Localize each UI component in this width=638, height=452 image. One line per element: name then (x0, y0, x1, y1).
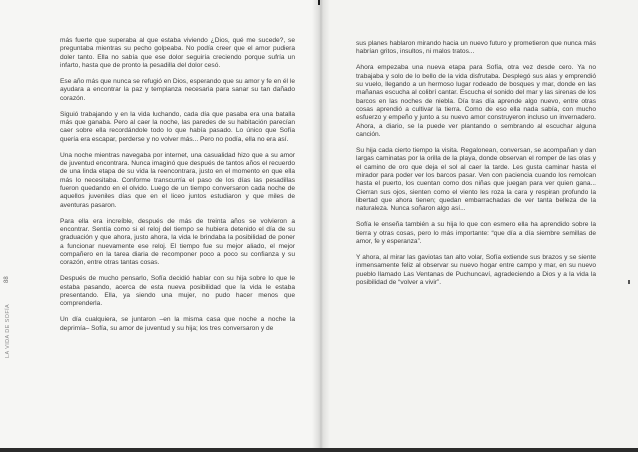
page-number: 88 (4, 276, 10, 283)
paragraph: Sofía le enseña también a su hija lo que con esmero ella ha aprendido sobre la tierra y otras cosas, pero lo más importante: “que día a día siembre semillas de amor, fe y esperanza”. (356, 221, 596, 245)
right-page (320, 0, 638, 452)
paragraph: Siguió trabajando y en la vida luchando, cada día que pasaba era una batalla más que ganaba. Pero al caer la noche, las paredes de su habitación parecían caer sobre ella recordándole todo lo que había pasado. Lo único que Sofía quería era escapar, perderse y no volver más... Pero no podía, ella no era así. (60, 110, 295, 143)
scan-bottom-edge (0, 448, 638, 452)
paragraph: Después de mucho pensarlo, Sofía decidió hablar con su hija sobre lo que le estaba pasando, acerca de esta nueva posibilidad que la vida le estaba presentando. Ella, ya siendo una mujer, no pudo hacer menos que comprenderla. (60, 275, 295, 308)
left-page (0, 0, 318, 452)
paragraph: sus planes hablaron mirando hacia un nuevo futuro y prometieron que nunca más habrían gritos, insultos, ni malos tratos... (356, 40, 596, 56)
running-title: LA VIDA DE SOFÍA (5, 303, 11, 358)
margin-mark (628, 280, 630, 284)
paragraph: Para ella era increíble, después de más de treinta años se volvieron a encontrar. Sentía como si el reloj del tiempo se hubiera detenido el día de su graduación y que ahora, justo ahora, la vida le brindaba la posibilidad de poner a funcionar nuevamente ese reloj. El tiempo fue su mejor aliado, el mejor compañero en la tarea diaria de recomponer poco a poco su confianza y su corazón, entre otras tantas cosas. (60, 217, 295, 267)
paragraph: Y ahora, al mirar las gaviotas tan alto volar, Sofía extiende sus brazos y se siente inmensamente feliz al observar su nuevo hogar entre campo y mar, en su nuevo pueblo llamado Las Ventanas de Puchuncaví, agradeciendo a Dios y a la vida la posibilidad de “volver a vivir”. (356, 253, 596, 286)
left-text-column (60, 37, 295, 340)
paragraph: Ese año más que nunca se refugió en Dios, esperando que su amor y fe en él le ayudara a encontrar la paz y templanza necesaria para sanar su tan dañado corazón. (60, 77, 295, 102)
paragraph: Una noche mientras navegaba por internet, una casualidad hizo que a su amor de juventud encontrara. Nunca imaginó que después de tantos años el recuerdo de una linda etapa de su vida la reencontrara, justo en el momento en que ella más lo necesitaba. Conforme transcurría el paso de los días las pesadillas fueron quedando en el olvido. Luego de un tiempo conversaron cada noche de aquellos juveniles días que en el liceo juntos estudiaron y que miles de aventuras pasaron. (60, 151, 295, 209)
paragraph: Su hija cada cierto tiempo la visita. Regalonean, conversan, se acompañan y dan largas caminatas por la orilla de la playa, donde observan el romper de las olas y el camino de oro que deja el sol al caer la tarde. Les gusta caminar hasta el mirador para poder ver los barcos pasar. Ven con paciencia cuando los remolcan hasta el puerto, los cuentan como dos niñas que juegan para ver quien gana... Cierran sus ojos, sienten como el viento les roza la cara y respiran profundo la libertad que ahora tienen; quedan embarrachadas de ver tanta belleza de la naturaleza. Nunca soñaron algo así... (356, 146, 596, 213)
paragraph: Ahora empezaba una nueva etapa para Sofía, otra vez desde cero. Ya no trabajaba y solo de lo bello de la vida disfrutaba. Desplegó sus alas y emprendió su vuelo, llegando a un hermoso lugar rodeado de bosques y mar, donde en las mañanas escucha al colibrí cantar. Escucha el sonido del mar y las sirenas de los barcos en las noches de niebla. Día tras día aprende algo nuevo, entre otras cosas aprendió a cultivar la tierra. Como de eso ella nada sabía, con mucho esfuerzo y empeño y junto a su nuevo amor construyeron incluso un invernadero. Ahora, a diario, se la puede ver plantando o sembrando al escuchar alguna canción. (356, 64, 596, 139)
book-gutter-shadow (312, 0, 330, 452)
right-text-column (356, 40, 596, 295)
paragraph: Un día cualquiera, se juntaron –en la misma casa que noche a noche la deprimía– Sofía, su amor de juventud y su hija; los tres conversaron y de (60, 316, 295, 332)
paragraph: más fuerte que superaba al que estaba viviendo ¿Dios, qué me sucede?, se preguntaba mientras su pecho golpeaba. No podía creer que el amor pudiera doler tanto. Ella no sabía que ese dolor seguiría creciendo porque sufría un infarto, hasta que de pronto la pesadilla del dolor cesó. (60, 37, 295, 70)
